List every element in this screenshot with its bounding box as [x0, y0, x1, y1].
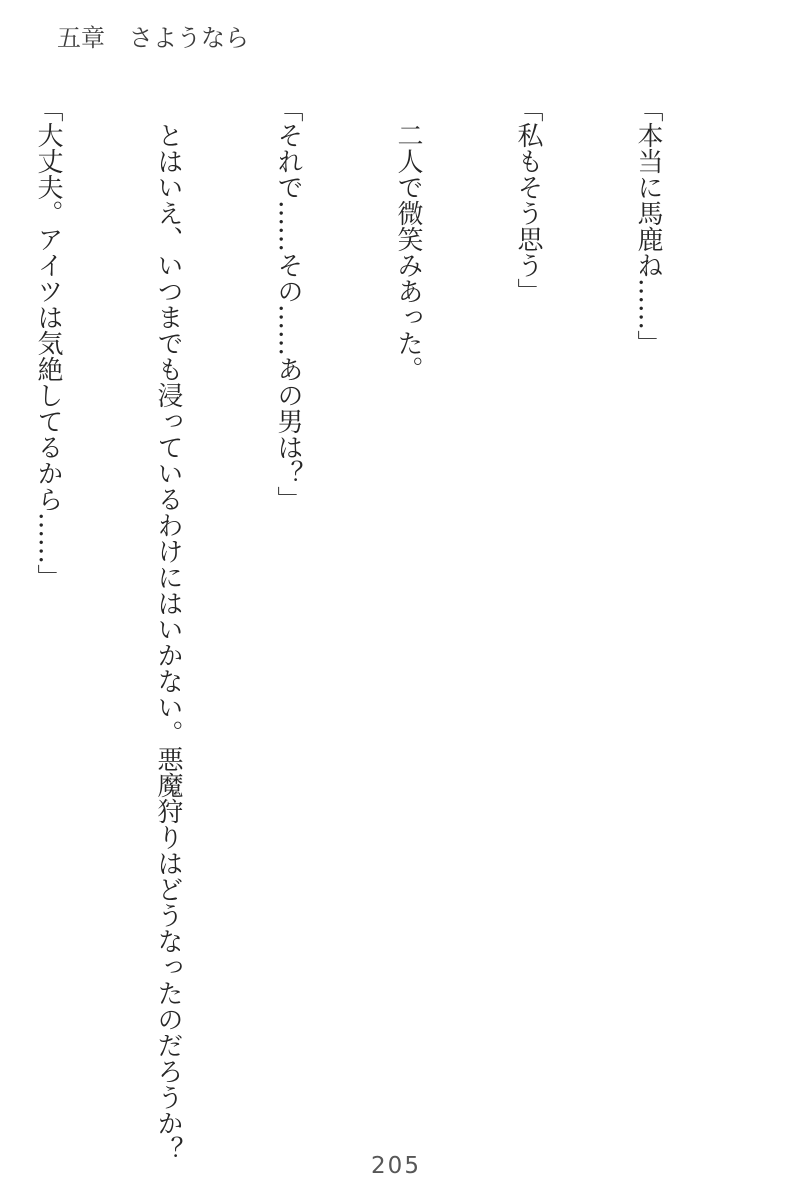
text-column: 二人で微笑みあった。 — [393, 96, 423, 382]
page-number: 205 — [371, 1153, 421, 1179]
chapter-header: 五章 さようなら — [57, 24, 249, 52]
text-column: 「それで……その……あの男は？」 — [273, 96, 303, 512]
text-column: 「本当に馬鹿ね……」 — [633, 96, 663, 356]
page-body — [0, 96, 748, 1162]
text-column: 「私もそう思う」 — [513, 96, 543, 304]
text-column: とはいえ、いつまでも浸っているわけにはいかない。悪魔狩りはどうなったのだろうか？ — [153, 96, 183, 1162]
text-column: 「大丈夫。アイツは気絶してるから……」 — [33, 96, 63, 590]
